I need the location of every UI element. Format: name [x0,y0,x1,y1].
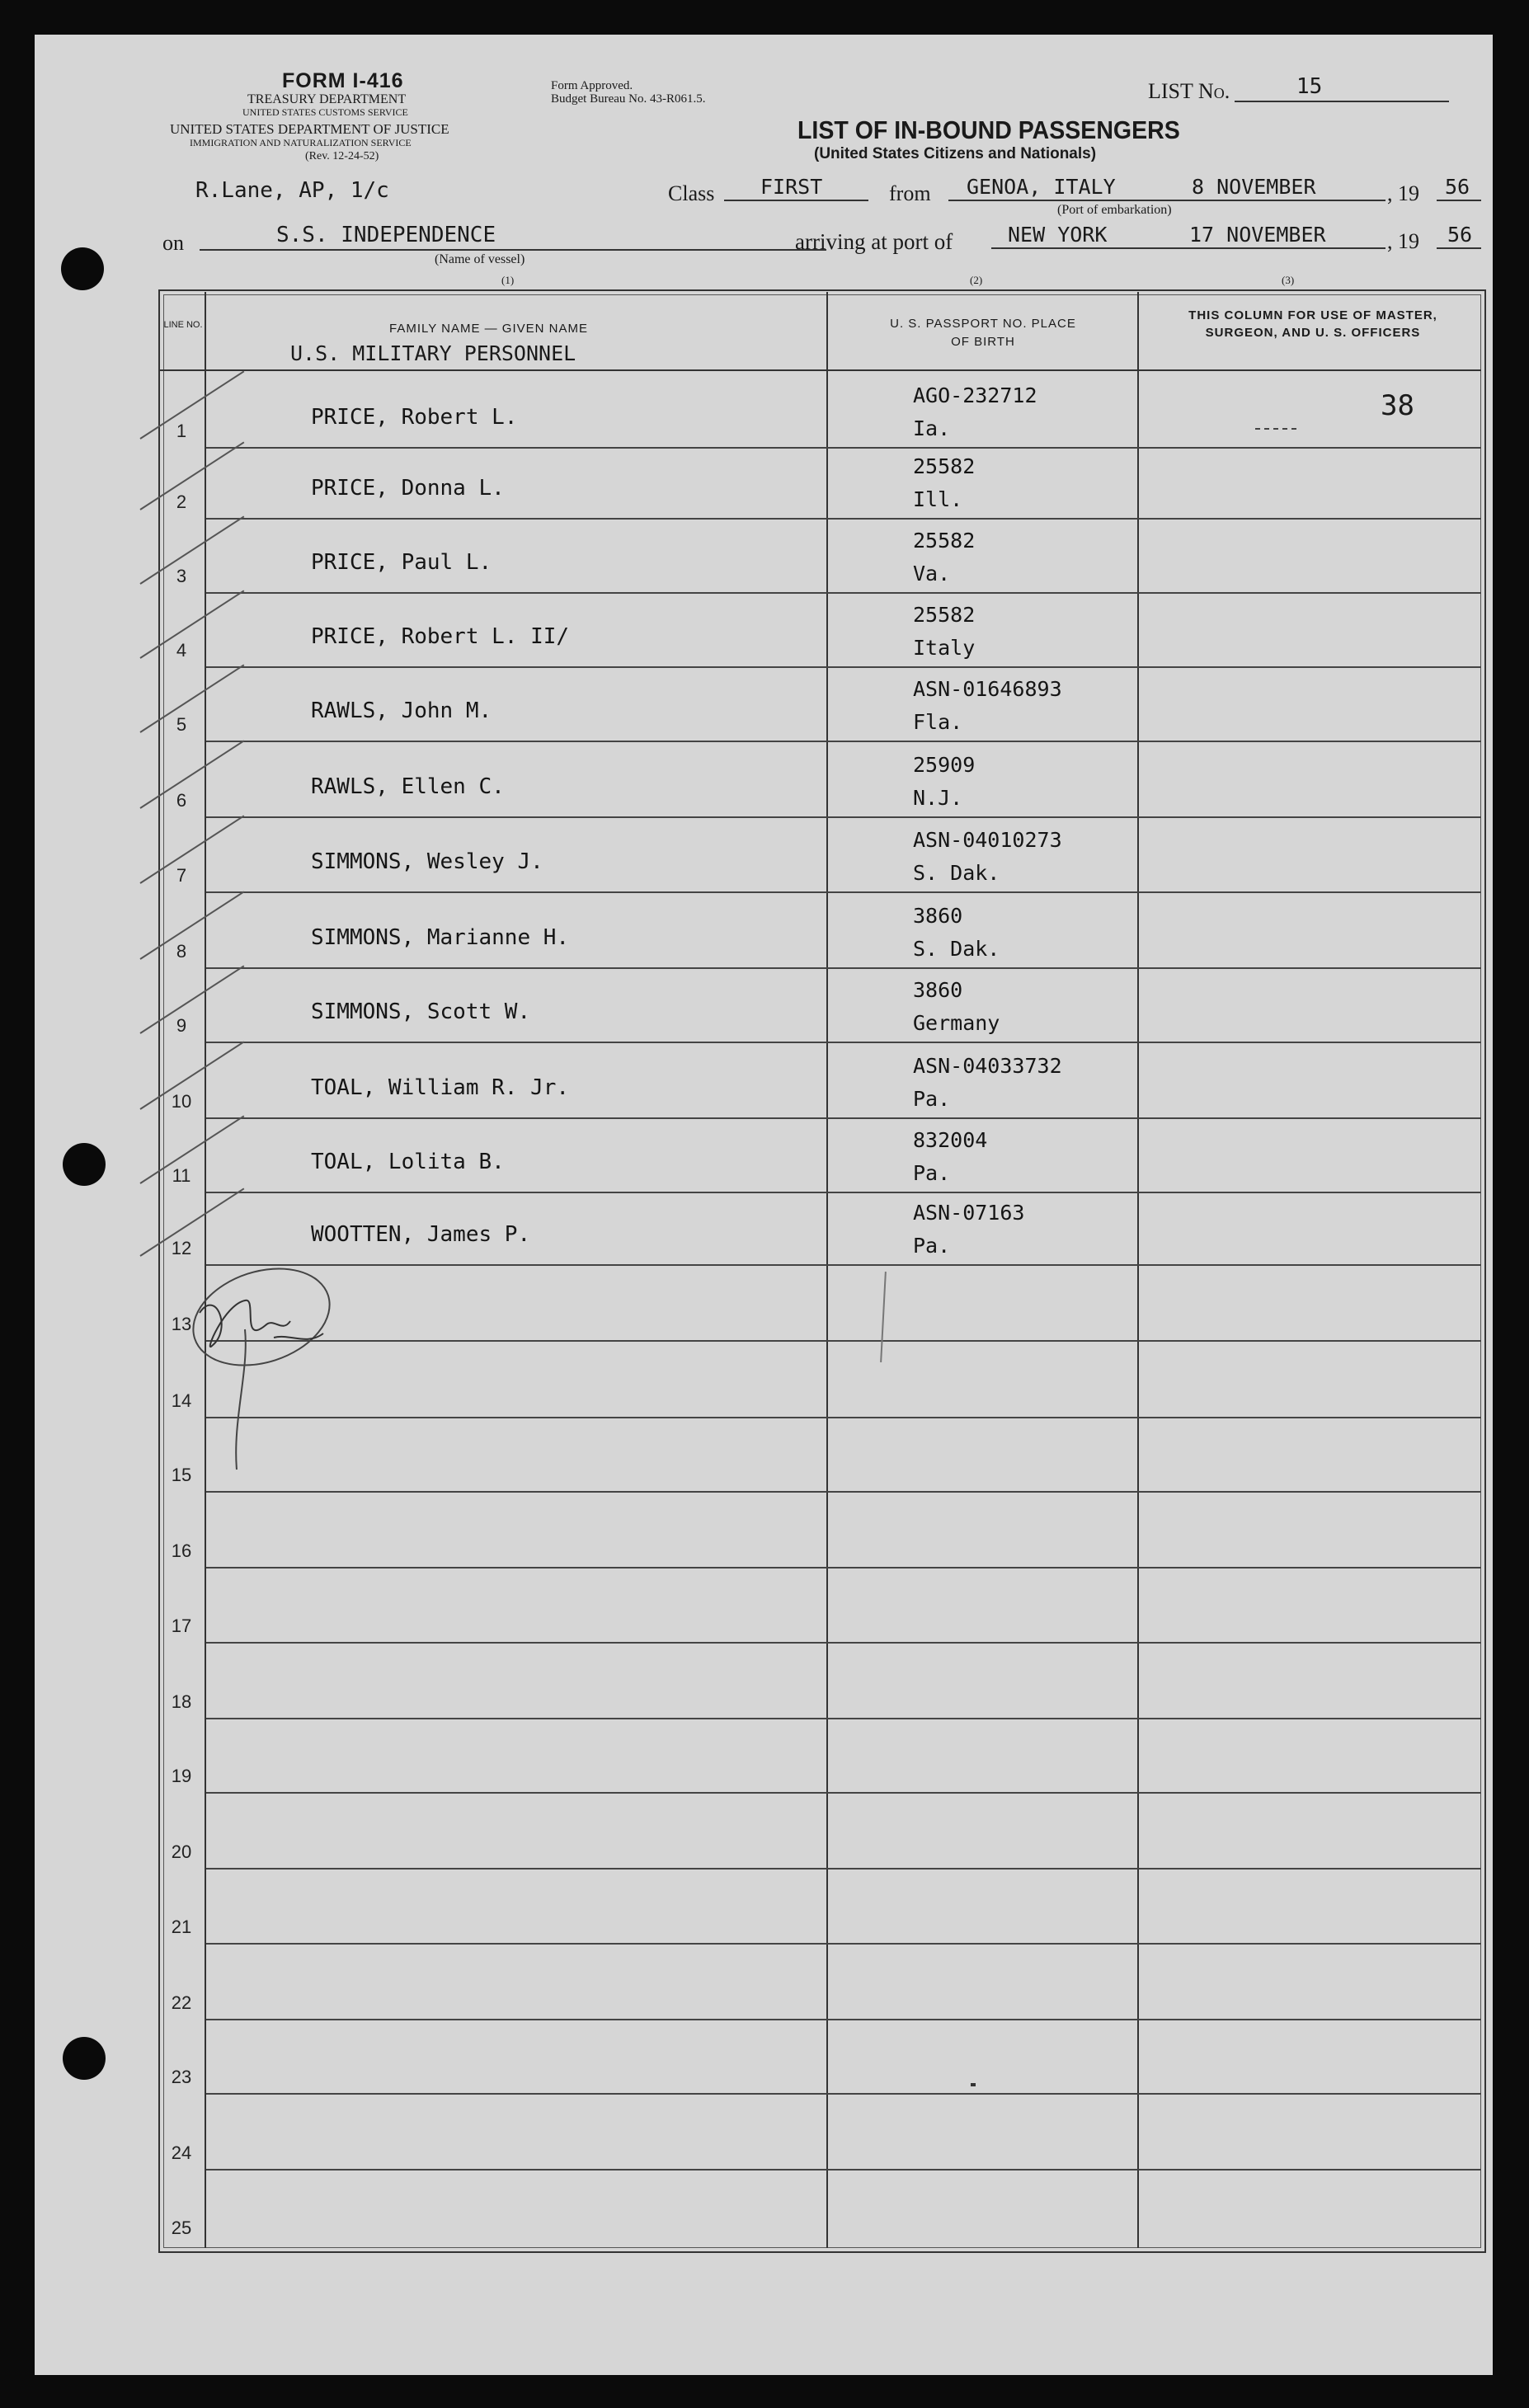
form-number: FORM I-416 [282,69,404,92]
arrival-year: 56 [1447,223,1473,247]
row-line-number: 3 [176,566,187,586]
row-line-number: 22 [171,1992,192,2013]
row-rule [206,666,1481,668]
departure-year-underline [1437,200,1481,201]
stray-dot [971,2083,976,2086]
header-name: FAMILY NAME — GIVEN NAME [389,322,588,336]
row-line-number: 2 [176,491,187,512]
arrival-date: 17 NOVEMBER [1189,223,1326,247]
row-rule [206,2093,1481,2095]
punch-hole-bottom [63,2037,106,2080]
row-line-number: 5 [176,714,187,735]
arriving-label: arriving at port of [795,229,953,254]
place-of-birth: Ia. [913,416,951,440]
row-line-number: 18 [171,1691,192,1712]
passport-number: ASN-07163 [913,1201,1025,1225]
place-of-birth: Pa. [913,1161,951,1185]
row-line-number: 17 [171,1616,192,1636]
punch-hole-top [61,247,104,290]
row-rule [206,967,1481,969]
row-rule [206,1868,1481,1869]
col-divider-passport [1137,292,1139,2248]
passenger-name: PRICE, Robert L. II/ [311,624,570,649]
row-rule [206,1042,1481,1043]
class-value: FIRST [760,175,823,199]
passport-number: AGO-232712 [913,383,1037,407]
row-rule [206,1943,1481,1945]
passport-number: 25582 [913,454,976,478]
passenger-name: RAWLS, Ellen C. [311,774,505,799]
port-of-embarkation: GENOA, ITALY [967,175,1116,199]
passenger-name: RAWLS, John M. [311,698,492,723]
arrival-port: NEW YORK [1008,223,1108,247]
place-of-birth: Italy [913,636,976,660]
passenger-name: SIMMONS, Scott W. [311,999,531,1024]
row-line-number: 9 [176,1015,187,1036]
arrival-year-prefix-text: 19 [1398,229,1419,253]
vessel-caption: (Name of vessel) [435,252,525,266]
punch-hole-middle [63,1143,106,1186]
approval-line-1: Form Approved. [551,79,633,92]
approval-line-2: Budget Bureau No. 43-R061.5. [551,92,706,106]
header-line-no: LINE NO. [163,320,203,330]
arrival-year-prefix: , 19 [1387,229,1419,253]
row-rule [206,1792,1481,1794]
port-caption: (Port of embarkation) [1057,203,1172,217]
place-of-birth: Pa. [913,1234,951,1258]
row-line-number: 11 [172,1165,191,1186]
place-of-birth: Ill. [913,487,963,511]
place-of-birth: N.J. [913,786,963,810]
officer-note-dash [1255,428,1296,430]
place-of-birth: Pa. [913,1087,951,1111]
passenger-name: PRICE, Paul L. [311,550,492,575]
dept-line-4: IMMIGRATION AND NATURALIZATION SERVICE [190,137,412,148]
row-rule [206,1340,1481,1342]
dept-line-2: UNITED STATES CUSTOMS SERVICE [242,106,408,118]
vessel-name: S.S. INDEPENDENCE [276,223,496,247]
arrival-year-underline [1437,247,1481,249]
row-rule [206,1642,1481,1644]
row-line-number: 12 [171,1238,192,1258]
row-line-number: 16 [171,1540,192,1561]
row-rule [206,1264,1481,1266]
row-line-number: 25 [171,2218,192,2238]
row-rule [206,1417,1481,1418]
row-line-number: 14 [171,1390,192,1411]
row-line-number: 19 [171,1766,192,1786]
row-line-number: 23 [171,2067,192,2087]
passport-number: 25582 [913,603,976,627]
passenger-name: SIMMONS, Wesley J. [311,849,543,874]
column-marker-3: (3) [1282,274,1295,286]
place-of-birth: Fla. [913,710,963,734]
class-underline [724,200,868,201]
column-marker-2: (2) [970,274,983,286]
header-bottom-rule [160,369,1481,371]
passenger-name: TOAL, Lolita B. [311,1150,505,1174]
column-marker-1: (1) [501,274,515,286]
row-rule [206,1567,1481,1568]
officer-note: 38 [1381,389,1414,422]
row-rule [206,447,1481,449]
dept-line-1: TREASURY DEPARTMENT [247,92,407,106]
list-no-value: 15 [1296,74,1323,99]
dept-line-3: UNITED STATES DEPARTMENT OF JUSTICE [170,121,449,137]
passport-number: 25909 [913,753,976,777]
row-rule [206,1718,1481,1719]
passport-number: 832004 [913,1128,988,1152]
row-line-number: 15 [171,1465,192,1485]
departure-date: 8 NOVEMBER [1192,175,1316,199]
row-rule [206,816,1481,818]
page-subtitle: (United States Citizens and Nationals) [814,145,1097,162]
on-label: on [162,231,184,255]
passport-number: ASN-01646893 [913,677,1062,701]
place-of-birth: Germany [913,1011,1000,1035]
passenger-name: SIMMONS, Marianne H. [311,925,570,950]
header-passport: U. S. PASSPORT NO. PLACE OF BIRTH [890,317,1076,349]
row-line-number: 8 [176,941,187,962]
departure-year-prefix: , 19 [1387,181,1419,205]
row-line-number: 1 [176,421,187,441]
page-title: LIST OF IN-BOUND PASSENGERS [797,115,1180,144]
row-line-number: 13 [171,1314,192,1334]
passport-number: 3860 [913,978,963,1002]
passport-number: 3860 [913,904,963,928]
row-line-number: 4 [176,640,187,661]
list-no-underline [1235,101,1449,102]
row-rule [206,2019,1481,2020]
passport-number: ASN-04010273 [913,828,1062,852]
row-line-number: 7 [176,865,187,886]
year-prefix: 19 [1398,181,1419,205]
class-label: Class [668,181,715,205]
row-rule [206,1117,1481,1119]
row-line-number: 10 [171,1091,192,1112]
place-of-birth: Va. [913,562,951,586]
col-divider-name [826,292,828,2248]
row-line-number: 20 [171,1841,192,1862]
passenger-name: PRICE, Robert L. [311,405,518,430]
passenger-name: TOAL, William R. Jr. [311,1075,570,1100]
row-rule [206,741,1481,742]
signer: R.Lane, AP, 1/c [195,178,389,203]
place-of-birth: S. Dak. [913,861,1000,885]
arrival-underline [991,247,1386,249]
manifest-page [35,35,1493,2375]
list-no-label: LIST No. [1148,79,1230,103]
row-line-number: 24 [171,2142,192,2163]
row-rule [206,1192,1481,1193]
row-rule [206,592,1481,594]
group-label: U.S. MILITARY PERSONNEL [290,341,576,365]
row-rule [206,1491,1481,1493]
passport-number: ASN-04033732 [913,1054,1062,1078]
departure-year: 56 [1445,175,1470,199]
passenger-name: PRICE, Donna L. [311,476,505,501]
row-line-number: 6 [176,790,187,811]
passport-number: 25582 [913,529,976,553]
handwritten-initials [167,1255,381,1503]
vessel-underline [200,249,826,251]
passenger-name: WOOTTEN, James P. [311,1222,531,1247]
row-rule [206,518,1481,520]
row-line-number: 21 [171,1917,192,1937]
place-of-birth: S. Dak. [913,937,1000,961]
row-rule [206,2169,1481,2170]
dept-line-5: (Rev. 12-24-52) [305,150,379,162]
embarkation-underline [948,200,1386,201]
row-rule [206,891,1481,893]
header-officers: THIS COLUMN FOR USE OF MASTER, SURGEON, AND U. S. OFFICERS [1188,308,1437,340]
from-label: from [889,181,931,205]
